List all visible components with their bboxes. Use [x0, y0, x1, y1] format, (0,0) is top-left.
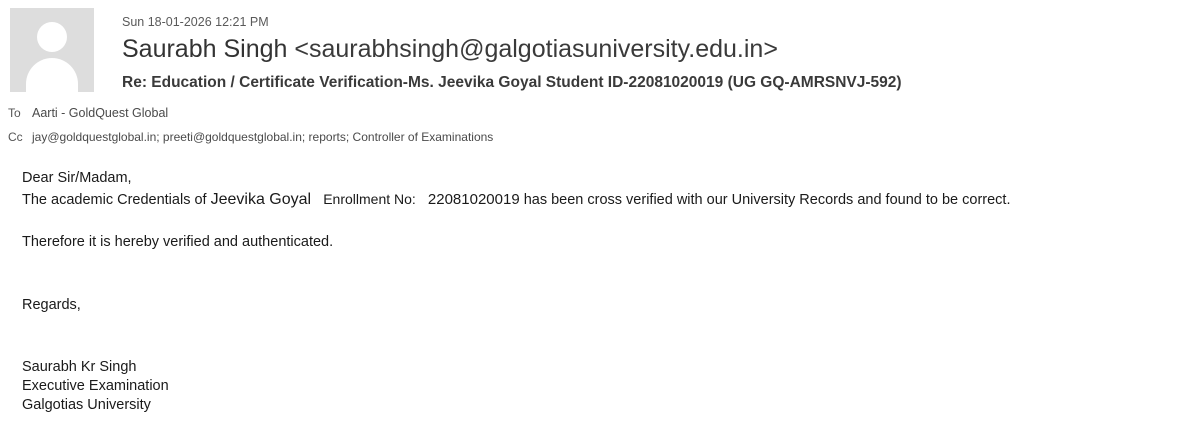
student-name: Jeevika Goyal — [210, 191, 312, 208]
body-spacer-1 — [22, 211, 1187, 232]
body-greeting: Dear Sir/Madam, — [22, 170, 132, 186]
signature-org: Galgotias University — [22, 397, 151, 413]
email-body — [22, 168, 1187, 415]
signature-title: Executive Examination — [22, 378, 169, 394]
signature-name: Saurabh Kr Singh — [22, 359, 137, 375]
enrollment-label: Enrollment No: — [323, 191, 416, 207]
body-regards: Regards, — [22, 297, 81, 313]
body-spacer-2 — [22, 253, 1187, 295]
credentials-suffix: has been cross verified with our University Records and found to be correct. — [523, 192, 1011, 208]
body-credentials-line — [22, 189, 1187, 211]
credentials-prefix: The academic Credentials of — [22, 192, 207, 208]
recipient-row-cc — [0, 128, 1187, 146]
body-verified-line: Therefore it is hereby verified and authenticated. — [22, 234, 334, 250]
email-header — [0, 0, 1187, 146]
email-sender — [122, 32, 1187, 66]
recipient-row-to — [0, 104, 1187, 122]
enrollment-number: 22081020019 — [427, 191, 520, 208]
avatar-body-shape — [26, 58, 78, 92]
sender-name[interactable]: Saurabh Singh — [122, 35, 288, 63]
to-label: To — [8, 106, 21, 120]
person-placeholder-icon — [10, 8, 94, 92]
cc-label: Cc — [8, 130, 23, 144]
sender-email[interactable]: <saurabhsingh@galgotiasuniversity.edu.in> — [294, 35, 778, 63]
email-timestamp: Sun 18-01-2026 12:21 PM — [122, 15, 269, 29]
email-recipients — [0, 104, 1187, 146]
to-value[interactable]: Aarti - GoldQuest Global — [32, 106, 169, 120]
avatar-head-shape — [37, 22, 67, 52]
body-spacer-3 — [22, 316, 1187, 358]
email-subject: Re: Education / Certificate Verification-Ms. Jeevika Goyal Student ID-22081020019 (UG GQ-AMRSNVJ-592) — [122, 74, 902, 91]
cc-value[interactable]: jay@goldquestglobal.in; preeti@goldquestglobal.in; reports; Controller of Examinations — [32, 130, 494, 144]
email-header-text — [122, 8, 1187, 94]
